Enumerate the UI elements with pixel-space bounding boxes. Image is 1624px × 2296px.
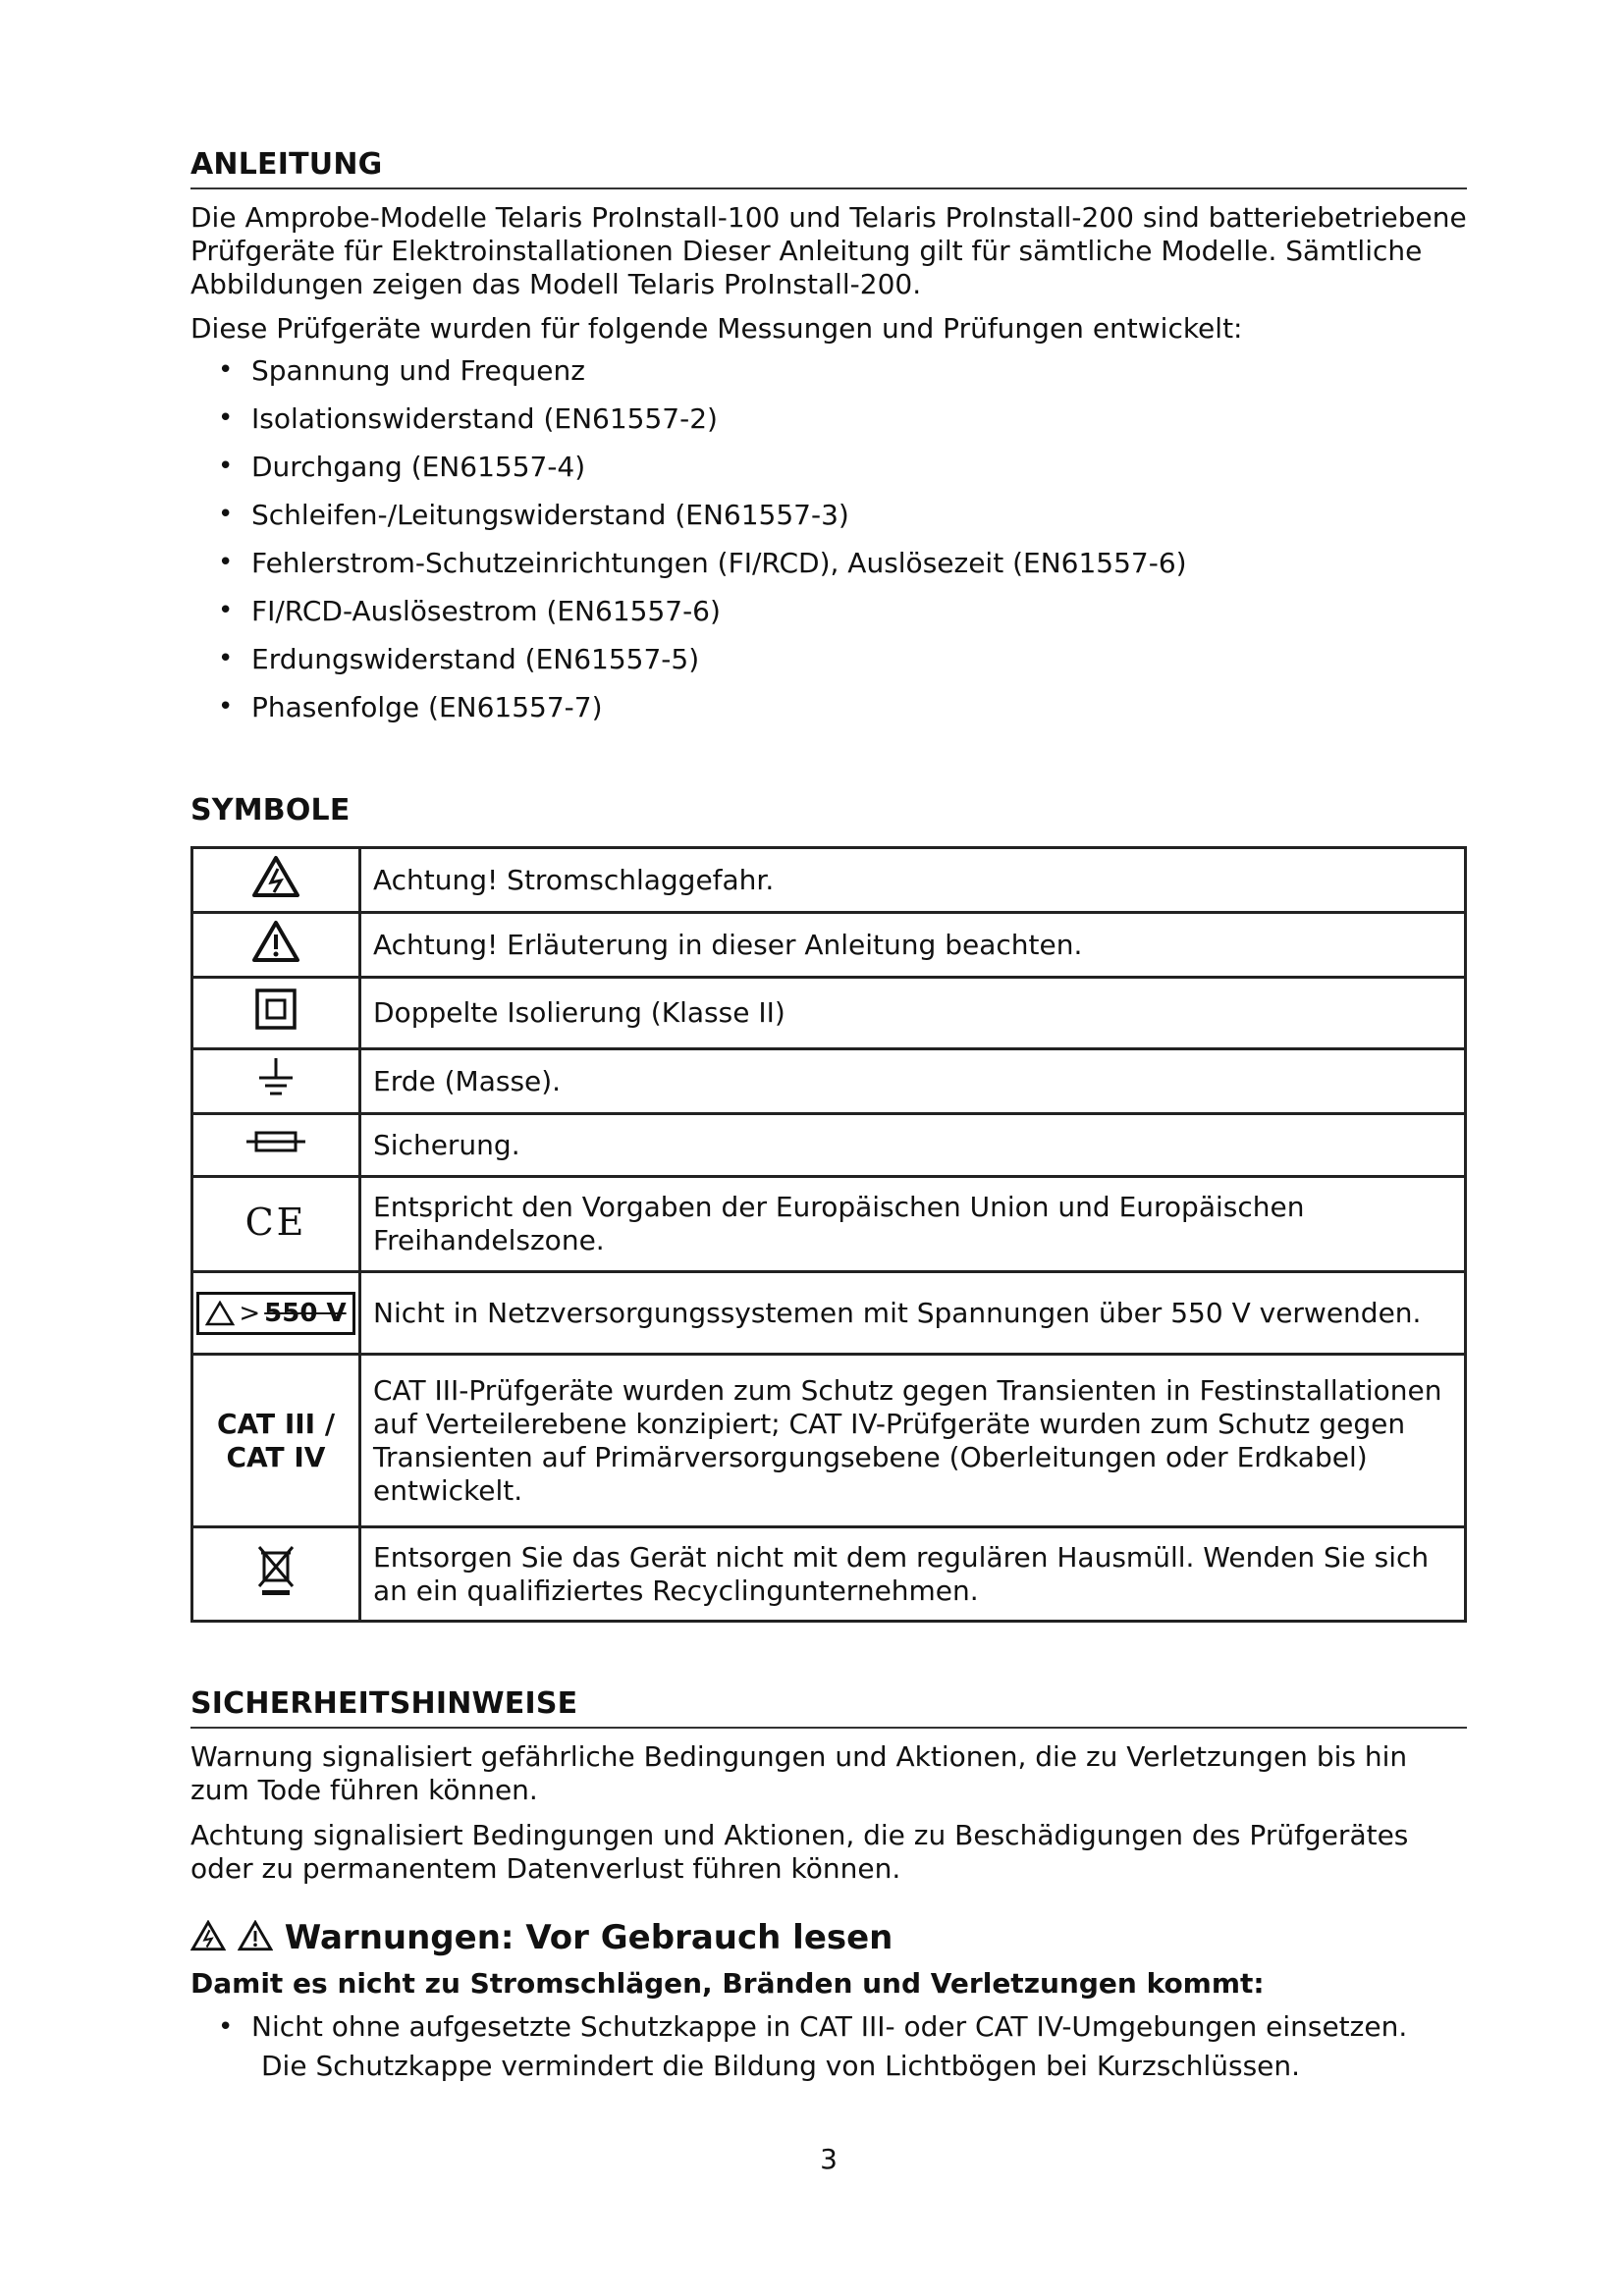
- symbol-cell: [192, 1049, 360, 1114]
- list-item: • Durchgang (EN61557-4): [190, 443, 1467, 491]
- section-heading-anleitung: ANLEITUNG: [190, 147, 1467, 189]
- symbol-cell: [192, 913, 360, 978]
- symbol-description: Nicht in Netzversorgungssystemen mit Spannungen über 550 V verwenden.: [360, 1272, 1466, 1355]
- symbol-description: Entspricht den Vorgaben der Europäischen Union und Europäischen Freihandelszone.: [360, 1177, 1466, 1272]
- table-row: [192, 1355, 1466, 1527]
- section-heading-sicherheit: SICHERHEITSHINWEISE: [190, 1686, 1467, 1729]
- symbols-table: [190, 846, 1467, 1623]
- list-item: • Fehlerstrom-Schutzeinrichtungen (FI/RCD), Auslösezeit (EN61557-6): [190, 539, 1467, 587]
- fuse-icon: [244, 1128, 307, 1155]
- symbol-cell: [192, 1114, 360, 1177]
- warning-bullet-continuation: Die Schutzkappe vermindert die Bildung von Lichtbögen bei Kurzschlüssen.: [261, 2050, 1301, 2082]
- table-row: [192, 1272, 1466, 1355]
- caution-icon: [238, 1920, 273, 1951]
- symbol-cell: [192, 1527, 360, 1622]
- intro-paragraph: Die Amprobe-Modelle Telaris ProInstall-100 und Telaris ProInstall-200 sind batteriebetriebene Prüfgeräte für Elektroinstallationen Dieser Anleitung gilt für sämtliche Modelle. Sämtliche Abbildungen zeigen das Modell Telaris ProInstall-200.: [190, 201, 1467, 300]
- warning-definition: Warnung signalisiert gefährliche Bedingungen und Aktionen, die zu Verletzungen bis hin zum Tode führen können.: [190, 1740, 1408, 1806]
- symbol-description: Achtung! Stromschlaggefahr.: [360, 848, 1466, 913]
- double-insulation-icon: [254, 988, 298, 1031]
- cat-rating-line-2: CAT IV: [226, 1440, 326, 1473]
- caution-icon: [251, 920, 300, 963]
- max-voltage-label: 550 V: [264, 1298, 347, 1328]
- shock-warning-icon: [251, 855, 300, 898]
- caution-definition: Achtung signalisiert Bedingungen und Aktionen, die zu Beschädigungen des Prüfgerätes oder zu permanentem Datenverlust führen können.: [190, 1819, 1409, 1885]
- symbol-description: Erde (Masse).: [360, 1049, 1466, 1114]
- warnings-heading: [190, 1918, 893, 1957]
- measurement-list: [190, 347, 1467, 731]
- page-number: 3: [820, 2143, 838, 2175]
- symbol-description: Achtung! Erläuterung in dieser Anleitung beachten.: [360, 913, 1466, 978]
- caution-icon: [205, 1301, 235, 1326]
- table-row: [192, 1177, 1466, 1272]
- cat-rating: [192, 1355, 360, 1527]
- table-row: [192, 1049, 1466, 1114]
- list-item: • Isolationswiderstand (EN61557-2): [190, 395, 1467, 443]
- table-row: [192, 913, 1466, 978]
- warning-bullet-text: Nicht ohne aufgesetzte Schutzkappe in CAT III- oder CAT IV-Umgebungen einsetzen.: [251, 2010, 1408, 2043]
- list-item: • Spannung und Frequenz: [190, 347, 1467, 395]
- weee-bin-icon: [256, 1543, 296, 1598]
- table-row: [192, 848, 1466, 913]
- symbol-description: Sicherung.: [360, 1114, 1466, 1177]
- table-row: [192, 1527, 1466, 1622]
- symbol-cell: [192, 978, 360, 1049]
- table-row: [192, 978, 1466, 1049]
- symbol-cell: [192, 848, 360, 913]
- list-item: • FI/RCD-Auslösestrom (EN61557-6): [190, 587, 1467, 635]
- list-item: • Erdungswiderstand (EN61557-5): [190, 635, 1467, 683]
- list-item: [190, 2007, 1467, 2086]
- warnings-subheading: Damit es nicht zu Stromschlägen, Bränden und Verletzungen kommt:: [190, 1967, 1265, 2000]
- ground-icon: [256, 1056, 296, 1099]
- lead-paragraph: Diese Prüfgeräte wurden für folgende Messungen und Prüfungen entwickelt:: [190, 312, 1243, 345]
- section-heading-symbole: SYMBOLE: [190, 793, 351, 828]
- symbol-cell: [192, 1177, 360, 1272]
- max-voltage-icon: > 550 V: [196, 1292, 354, 1335]
- symbol-description: Doppelte Isolierung (Klasse II): [360, 978, 1466, 1049]
- warnings-heading-text: Warnungen: Vor Gebrauch lesen: [284, 1918, 893, 1957]
- list-item: • Schleifen-/Leitungswiderstand (EN61557-3): [190, 491, 1467, 539]
- table-row: [192, 1114, 1466, 1177]
- shock-warning-icon: [190, 1920, 226, 1951]
- list-item: • Phasenfolge (EN61557-7): [190, 683, 1467, 731]
- symbol-cell: [192, 1272, 360, 1355]
- cat-rating-line-1: CAT III /: [216, 1407, 336, 1440]
- warnings-list: [190, 2007, 1467, 2086]
- symbol-description: CAT III-Prüfgeräte wurden zum Schutz gegen Transienten in Festinstallationen auf Verteilerebene konzipiert; CAT IV-Prüfgeräte wurden zum Schutz gegen Transienten auf Primärversorgungsebene (Oberleitungen oder Erdkabel) entwickelt.: [360, 1355, 1466, 1527]
- ce-mark-icon: CE: [244, 1201, 307, 1244]
- symbol-description: Entsorgen Sie das Gerät nicht mit dem regulären Hausmüll. Wenden Sie sich an ein qualifiziertes Recyclingunternehmen.: [360, 1527, 1466, 1622]
